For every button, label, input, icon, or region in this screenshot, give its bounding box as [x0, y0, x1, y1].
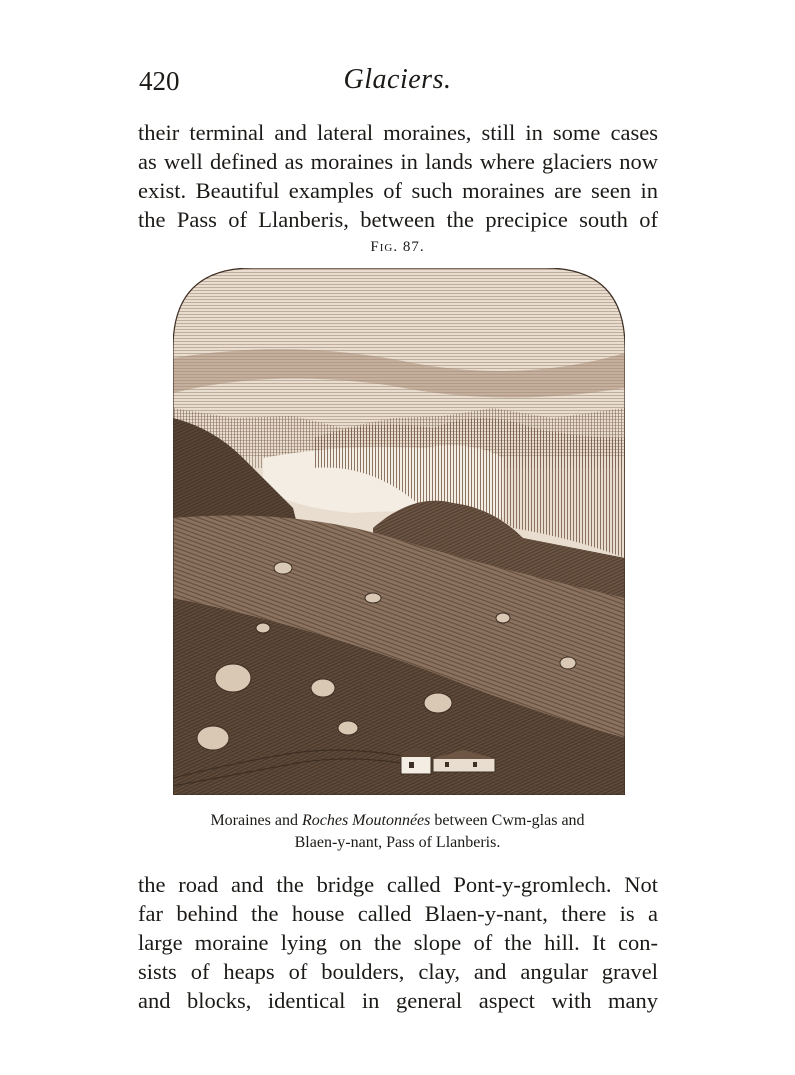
- caption-post: between Cwm-glas and: [434, 812, 585, 829]
- page-number: 420: [139, 66, 180, 96]
- text-line: the Pass of Llanberis, between the precipice south of: [138, 207, 658, 232]
- figure-label: Fig. 87.: [370, 239, 425, 255]
- running-head: Glaciers.: [343, 64, 452, 95]
- top-paragraph: [138, 118, 658, 234]
- caption-line2: Blaen-y-nant, Pass of Llanberis.: [294, 834, 501, 851]
- text-line: as well defined as moraines in lands where glaciers now: [138, 149, 658, 174]
- caption-pre: Moraines and: [210, 812, 298, 829]
- text-line: large moraine lying on the slope of the hill. It con-: [138, 930, 658, 955]
- text-line: sists of heaps of boulders, clay, and angular gravel: [138, 959, 658, 984]
- text-line: the road and the bridge called Pont-y-gromlech. Not: [138, 872, 658, 897]
- figure-caption: [0, 810, 795, 854]
- text-line: their terminal and lateral moraines, still in some cases: [138, 120, 658, 145]
- caption-italic: Roches Moutonnées: [301, 812, 431, 829]
- text-line: exist. Beautiful examples of such moraines are seen in: [138, 178, 658, 203]
- text-line: and blocks, identical in general aspect with many: [138, 988, 658, 1013]
- figure-engraving: [173, 268, 625, 795]
- bottom-paragraph: [138, 870, 658, 1015]
- text-line: far behind the house called Blaen-y-nant, there is a: [138, 901, 658, 926]
